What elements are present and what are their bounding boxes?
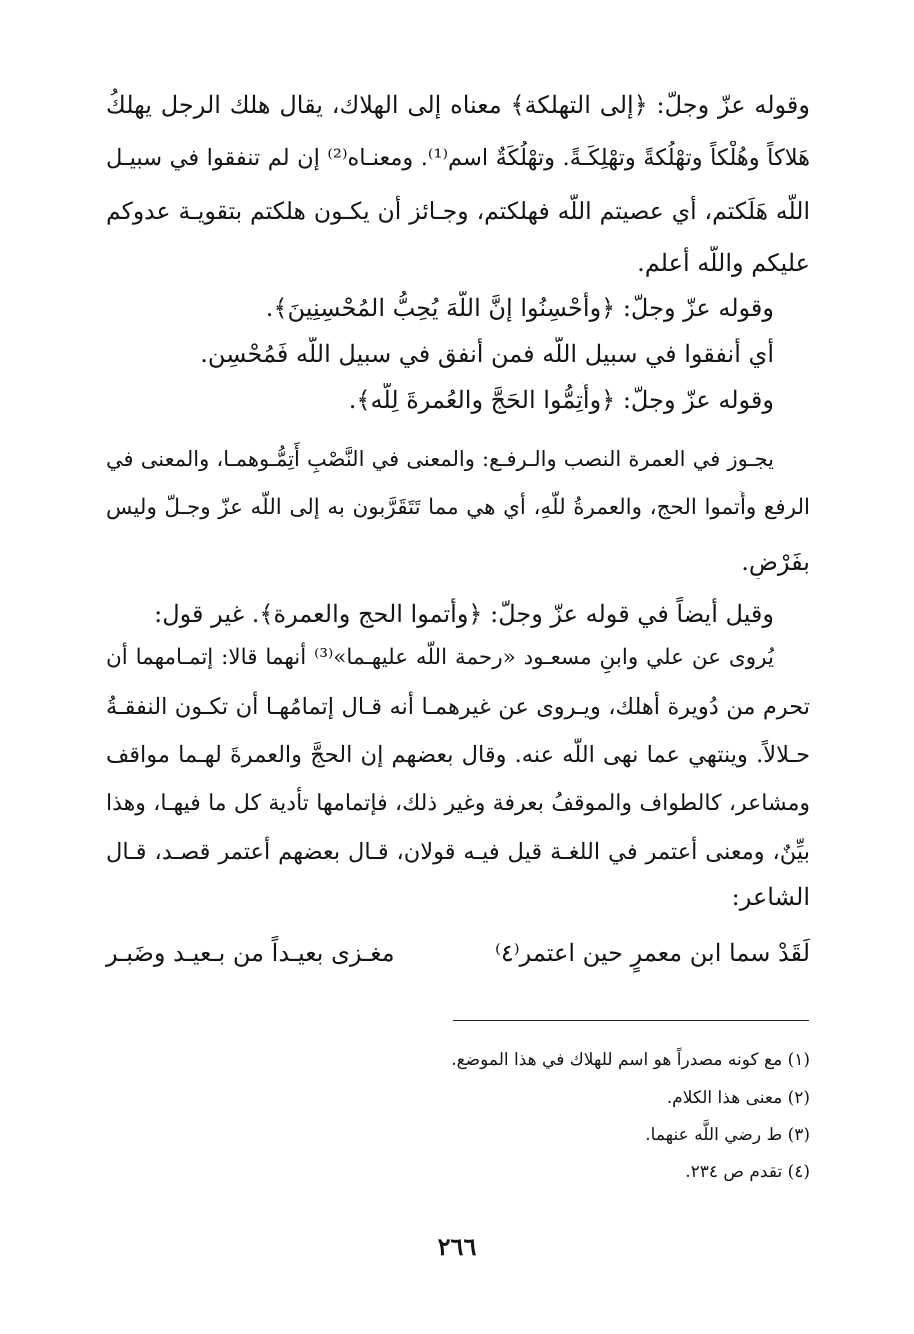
body-line: حـلالاً. وينتهي عما نهى اللَّه عنه. وقال بعضهم إن الحجَّ والعمرةَ لهـما مواقف [106,742,810,768]
body-line: يُروى عن علي وابنِ مسعـود «رحمة اللَّه عليهـما»⁽³⁾ أنهما قالا: إتمـامهما أن [106,645,774,670]
body-line: وقيل أيضاً في قوله عزّ وجلّ: ﴿وأتموا الحج والعمرة﴾. غير قول: [154,600,774,628]
body-line: وقوله عزّ وجلّ: ﴿وأَتِمُّوا الحَجَّ والعُمرةَ لِلَّه﴾. [348,386,774,414]
body-line: اللَّه هَلَكتم، أي عصيتم اللَّه فهلكتم، وجـائز أن يكـون هلكتم بتقويـة عدوكم [106,197,810,225]
body-line: الشاعر: [731,883,810,911]
body-line: الرفع وأَتموا الحج، والعمرةُ للَّهِ، أي هي مما تَتَقَرَّبون به إلى اللَّه عزّ وجـلّ وليس [106,495,810,520]
body-line: هَلاكاً وهُلْكاً وتهْلُكةً وتهْلِكَـةً. وتهْلُكَةٌ اسم⁽¹⁾. ومعنـاه⁽²⁾ إن لم تنفقوا في سبيـل [106,145,810,171]
footnote: (٢) معنى هذا الكلام. [666,1088,810,1108]
body-line: وقوله عزّ وجلّ: ﴿وأَحْسِنُوا إنَّ اللَّهَ يُحِبُّ المُحْسِنِينَ﴾. [265,294,774,322]
body-line: يجـوز في العمرة النصب والـرفـع: والمعنى في النَّصْبِ أَتِمُّـوهمـا، والمعنى في [106,447,774,471]
footnote: (١) مع كونه مصدراً هو اسم للهلاك في هذا الموضع. [451,1050,810,1070]
body-line: عليكم واللَّه أعلم. [637,249,810,277]
body-line: بيِّنٌ، ومعنى أعتمر في اللغـة قيل فيـه قولان، قـال بعضهم أعتمر قصـد، قـال [106,839,810,865]
poem-verse [106,936,810,976]
footnote: (٤) تقدم ص ٢٣٤. [685,1162,810,1182]
body-line: تحرم من دُويرة أهلك، ويـروى عن غيرهمـا أنه قـال إتمامُهـا أن تكـون النفقـةُ [106,694,810,720]
page-number: ٢٦٦ [437,1232,477,1261]
poem-hemistich-first: لَقَدْ سما ابن معمرٍ حين اعتمر⁽٤⁾ [494,939,810,967]
body-line: بفَرْضٍ. [741,548,810,576]
body-line: وقوله عزّ وجلّ: ﴿إلى التهلكة﴾ معناه إلى الهلاك، يقال هلك الرجل يهلكُ [106,91,810,119]
footnote: (٣) ط رضي اللَّه عنهما. [645,1125,810,1145]
poem-hemistich-second: مغـزى بعيـداً من بـعيـد وضَبـر [106,939,395,967]
body-line: أي أنفقوا في سبيل اللَّه فمن أنفق في سبيل اللَّه فَمُحْسِن. [200,340,774,368]
footnote-separator [453,1020,809,1021]
body-line: ومشاعر، كالطواف والموقفُ بعرفة وغير ذلك، فإتمامها تأدية كل ما فيهـا، وهذا [106,791,810,816]
